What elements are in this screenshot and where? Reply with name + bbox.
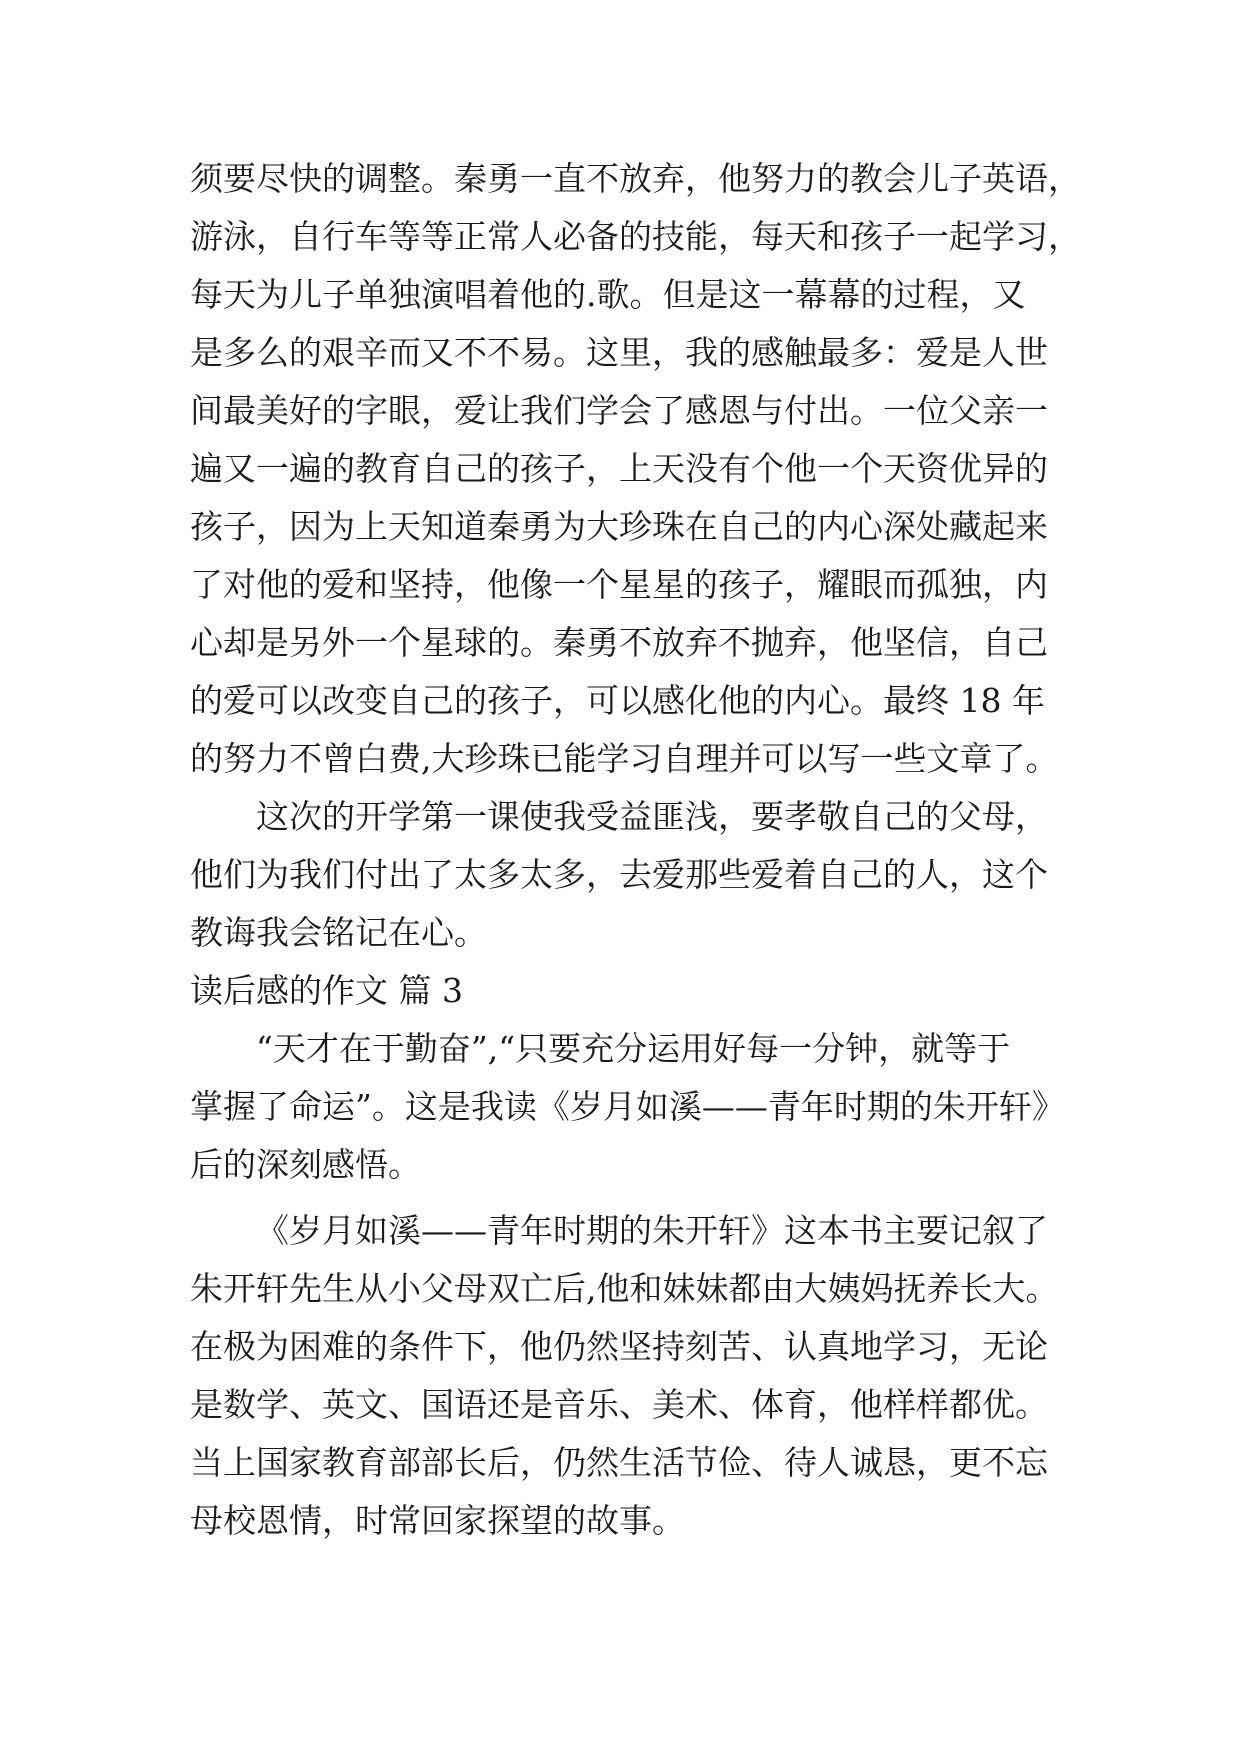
text-line: 的爱可以改变自己的孩子，可以感化他的内心。最终 18 年 xyxy=(190,681,1045,720)
text-line: 是多么的艰辛而又不不易。这里，我的感触最多：爱是人世 xyxy=(190,333,1048,372)
text-line: 游泳，自行车等等正常人必备的技能，每天和孩子一起学习， xyxy=(190,217,1081,256)
paragraph xyxy=(190,1020,1065,1194)
text-line: “天才在于勤奋”,“只要充分运用好每一分钟，就等于 xyxy=(256,1029,1011,1068)
text-line: 在极为困难的条件下，他仍然坚持刻苦、认真地学习，无论 xyxy=(190,1327,1048,1366)
text-line: 《岁月如溪——青年时期的朱开轩》这本书主要记叙了 xyxy=(256,1211,1048,1250)
text-line: 他们为我们付出了太多太多，去爱那些爱着自己的人，这个 xyxy=(190,855,1048,894)
text-line: 间最美好的字眼，爱让我们学会了感恩与付出。一位父亲一 xyxy=(190,391,1048,430)
text-line: 后的深刻感悟。 xyxy=(190,1145,421,1184)
section-heading: 读后感的作文 篇 3 xyxy=(190,971,463,1010)
document-body xyxy=(190,150,1081,1550)
text-line: 是数学、英文、国语还是音乐、美术、体育，他样样都优。 xyxy=(190,1385,1048,1424)
text-line: 每天为儿子单独演唱着他的.歌。但是这一幕幕的过程，又 xyxy=(190,275,1026,314)
text-line: 当上国家教育部部长后，仍然生活节俭、待人诚恳，更不忘 xyxy=(190,1443,1048,1482)
paragraph-continuation xyxy=(190,150,1081,788)
text-line: 孩子，因为上天知道秦勇为大珍珠在自己的内心深处藏起来 xyxy=(190,507,1048,546)
paragraph xyxy=(190,1202,1060,1550)
text-line: 的努力不曾白费,大珍珠已能学习自理并可以写一些文章了。 xyxy=(190,739,1059,778)
text-line: 母校恩情，时常回家探望的故事。 xyxy=(190,1501,685,1540)
text-line: 掌握了命运”。这是我读《岁月如溪——青年时期的朱开轩》 xyxy=(190,1087,1065,1126)
paragraph-gap xyxy=(190,1194,1060,1202)
text-line: 朱开轩先生从小父母双亡后,他和妹妹都由大姨妈抚养长大。 xyxy=(190,1269,1059,1308)
text-line: 遍又一遍的教育自己的孩子，上天没有个他一个天资优异的 xyxy=(190,449,1048,488)
text-line: 心却是另外一个星球的。秦勇不放弃不抛弃，他坚信，自己 xyxy=(190,623,1048,662)
text-line: 了对他的爱和坚持，他像一个星星的孩子，耀眼而孤独，内 xyxy=(190,565,1048,604)
paragraph xyxy=(190,788,1060,962)
text-line: 这次的开学第一课使我受益匪浅，要孝敬自己的父母， xyxy=(256,797,1048,836)
text-line: 教诲我会铭记在心。 xyxy=(190,913,487,952)
text-line: 须要尽快的调整。秦勇一直不放弃，他努力的教会儿子英语， xyxy=(190,159,1081,198)
